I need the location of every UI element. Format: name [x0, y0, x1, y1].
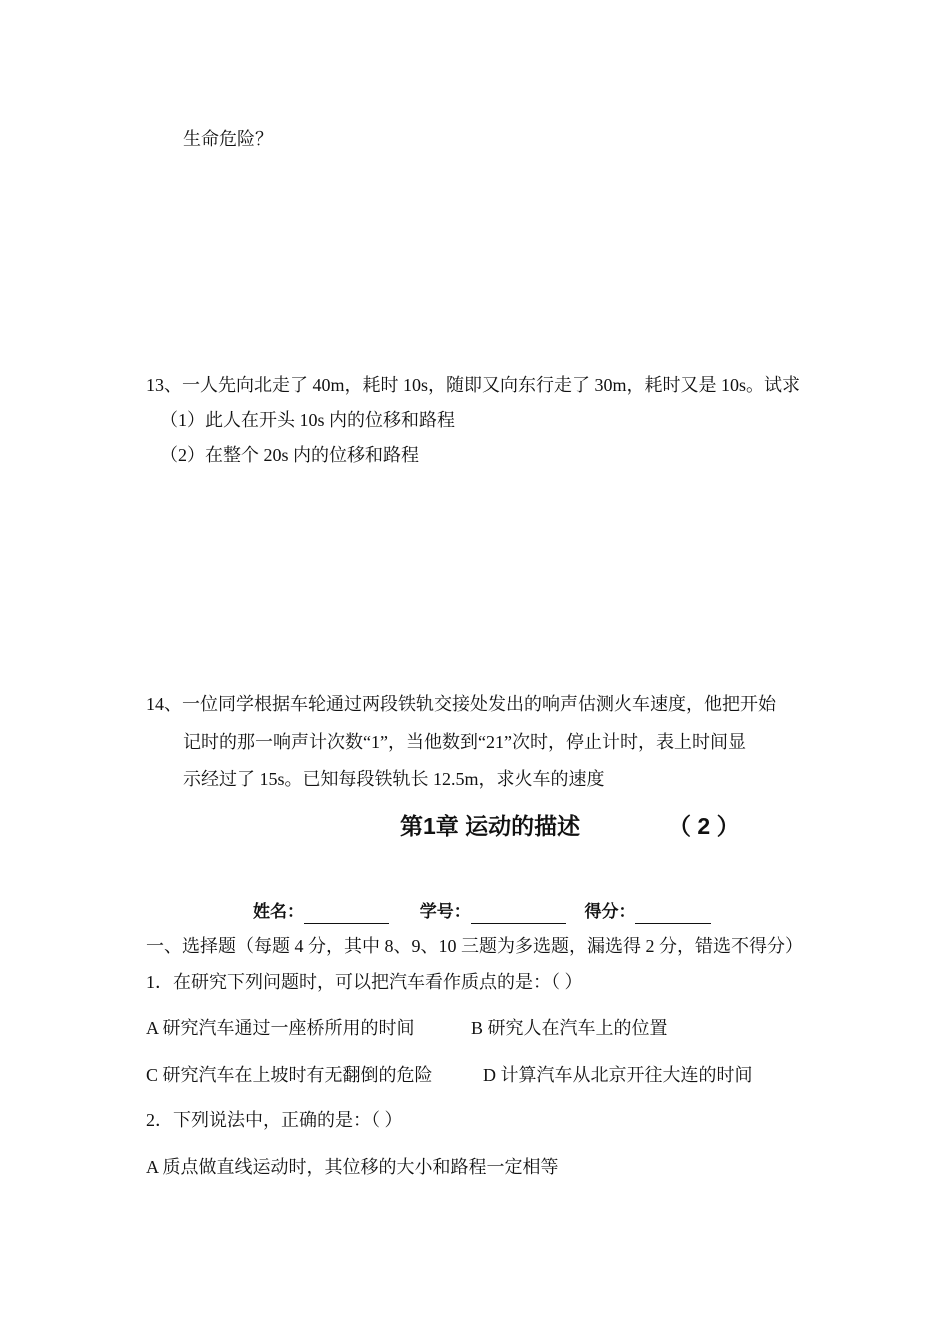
- q2-option-a: A 质点做直线运动时，其位移的大小和路程一定相等: [146, 1157, 559, 1177]
- q1-option-b: B 研究人在汽车上的位置: [471, 1018, 668, 1038]
- q12-tail: 生命危险？: [183, 129, 273, 149]
- chapter-number: （ 2 ）: [668, 813, 740, 839]
- q14-line3: 示经过了 15s。已知每段铁轨长 12.5m，求火车的速度: [183, 769, 605, 789]
- student-info-row: [253, 900, 711, 924]
- q13-stem: 13、一人先向北走了 40m，耗时 10s，随即又向东行走了 30m，耗时又是 10s。试求: [146, 375, 801, 395]
- q2-stem: 2．下列说法中，正确的是：（ ）: [146, 1110, 403, 1130]
- q14-line2: 记时的那一响声计次数“1”，当他数到“21”次时，停止计时，表上时间显: [183, 732, 746, 752]
- id-blank[interactable]: [471, 905, 566, 924]
- q1-option-d: D 计算汽车从北京开往大连的时间: [483, 1065, 753, 1085]
- id-label: 学号：: [419, 902, 471, 921]
- q13-sub1: （1）此人在开头 10s 内的位移和路程: [160, 410, 456, 430]
- q13-sub2: （2）在整个 20s 内的位移和路程: [160, 445, 420, 465]
- name-label: 姓名：: [253, 902, 304, 921]
- q14-line1: 14、一位同学根据车轮通过两段铁轨交接处发出的响声估测火车速度，他把开始: [146, 694, 776, 714]
- score-label: 得分：: [584, 902, 636, 921]
- chapter-title: 第1章 运动的描述: [400, 813, 581, 839]
- q1-stem: 1．在研究下列问题时，可以把汽车看作质点的是：（ ）: [146, 972, 583, 992]
- q1-option-c: C 研究汽车在上坡时有无翻倒的危险: [146, 1065, 433, 1085]
- q1-option-a: A 研究汽车通过一座桥所用的时间: [146, 1018, 415, 1038]
- name-blank[interactable]: [304, 905, 389, 924]
- score-blank[interactable]: [635, 905, 711, 924]
- section1-heading: 一、选择题（每题 4 分，其中 8、9、10 三题为多选题，漏选得 2 分，错选不得分）: [146, 936, 803, 956]
